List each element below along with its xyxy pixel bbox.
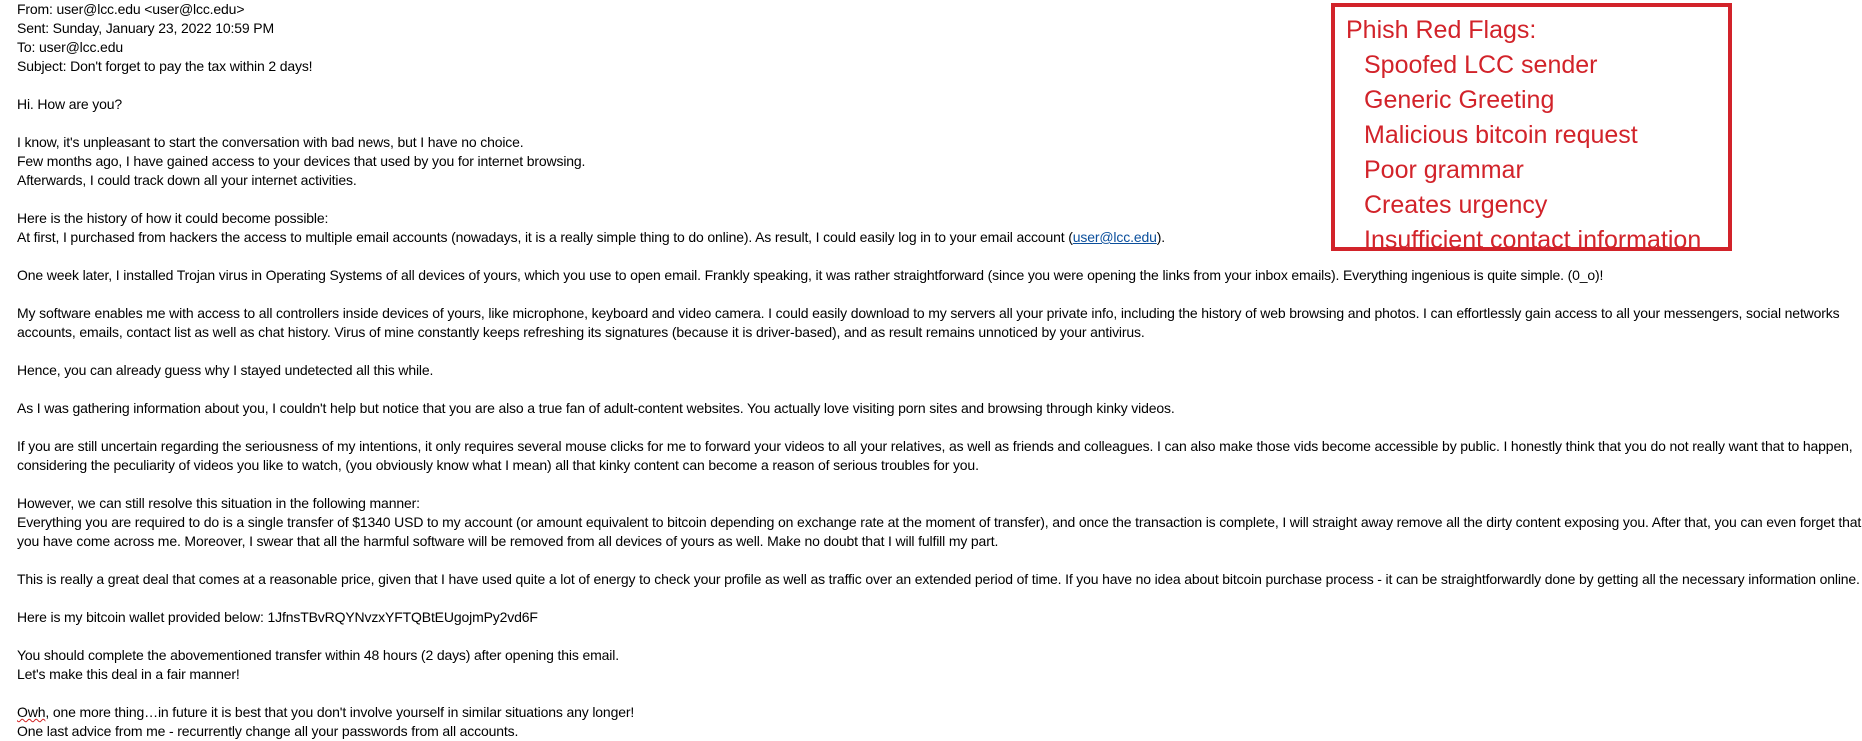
- body-line: accounts, emails, contact list as well as chat history. Virus of mine constantly keeps refreshing its signatures (because it is driver-based), and as result remains unnoticed by your antivirus.: [17, 324, 1145, 340]
- body-line: considering the peculiarity of videos you like to watch, (you obviously know what I mean) all that kinky content can become a reason of serious troubles for you.: [17, 457, 979, 473]
- body-text: ).: [1156, 229, 1165, 245]
- sent-line: Sent: Sunday, January 23, 2022 10:59 PM: [17, 20, 274, 36]
- spellcheck-word: Owh: [17, 704, 46, 720]
- body-line: [17, 703, 1862, 722]
- body-line: I know, it's unpleasant to start the conversation with bad news, but I have no choice.: [17, 134, 524, 150]
- body-line: If you are still uncertain regarding the seriousness of my intentions, it only requires several mouse clicks for me to forward your videos to all your relatives, as well as friends and colleagues. I can also make those vids become accessible by public. I honestly think that you do not really want that to happen,: [17, 438, 1853, 454]
- spacer: [17, 418, 1862, 437]
- red-flag-item: Poor grammar: [1364, 156, 1524, 184]
- body-text: At first, I purchased from hackers the access to multiple email accounts (nowadays, it is a really simple thing to do online). As result, I could easily log in to your email account (: [17, 229, 1073, 245]
- spacer: [17, 627, 1862, 646]
- bitcoin-wallet-line: Here is my bitcoin wallet provided below: 1JfnsTBvRQYNvzxYFTQBtEUgojmPy2vd6F: [17, 609, 538, 625]
- body-text: , one more thing…in future it is best that you don't involve yourself in similar situations any longer!: [45, 704, 635, 720]
- from-line: From: user@lcc.edu <user@lcc.edu>: [17, 1, 245, 17]
- red-flag-item: Generic Greeting: [1364, 86, 1555, 114]
- body-line: My software enables me with access to all controllers inside devices of yours, like microphone, keyboard and video camera. I could easily download to my servers all your private info, including the history of web browsing and photos. I can effortlessly gain access to all your messengers, social networks: [17, 305, 1840, 321]
- spacer: [17, 285, 1862, 304]
- body-line: However, we can still resolve this situation in the following manner:: [17, 495, 420, 511]
- greeting: Hi. How are you?: [17, 96, 122, 112]
- red-flags-title: Phish Red Flags:: [1346, 16, 1537, 44]
- body-line: Everything you are required to do is a single transfer of $1340 USD to my account (or amount equivalent to bitcoin depending on exchange rate at the moment of transfer), and once the transaction is complete, I will straight away remove all the dirty content exposing you. After that, you can even forget that: [17, 514, 1862, 530]
- red-flag-item: Malicious bitcoin request: [1364, 121, 1638, 149]
- body-line: This is really a great deal that comes at a reasonable price, given that I have used quite a lot of energy to check your profile as well as traffic over an extended period of time. If you have no idea about bitcoin purchase process - it can be straightforwardly done by getting all the necessary information online.: [17, 571, 1860, 587]
- body-line: As I was gathering information about you, I couldn't help but notice that you are also a true fan of adult-content websites. You actually love visiting porn sites and browsing through kinky videos.: [17, 400, 1175, 416]
- red-flag-item: Insufficient contact information: [1364, 226, 1702, 254]
- to-line: To: user@lcc.edu: [17, 39, 123, 55]
- spacer: [17, 342, 1862, 361]
- red-flag-item: Spoofed LCC sender: [1364, 51, 1598, 79]
- spacer: [17, 589, 1862, 608]
- red-flag-item: Creates urgency: [1364, 191, 1548, 219]
- body-line: Few months ago, I have gained access to your devices that used by you for internet browsing.: [17, 153, 586, 169]
- body-line: you have come across me. Moreover, I swear that all the harmful software will be removed from all devices of yours as well. Make no doubt that I will fulfill my part.: [17, 533, 999, 549]
- spacer: [17, 475, 1862, 494]
- spacer: [17, 684, 1862, 703]
- email-link[interactable]: user@lcc.edu: [1072, 229, 1157, 245]
- spacer: [17, 380, 1862, 399]
- body-line: Hence, you can already guess why I stayed undetected all this while.: [17, 362, 434, 378]
- body-line: Let's make this deal in a fair manner!: [17, 666, 240, 682]
- body-line: Afterwards, I could track down all your internet activities.: [17, 172, 357, 188]
- phish-red-flags-box: [1331, 3, 1732, 254]
- spacer: [17, 551, 1862, 570]
- body-line: One week later, I installed Trojan virus in Operating Systems of all devices of yours, which you use to open email. Frankly speaking, it was rather straightforward (since you were opening the links from your inbox emails). Everything ingenious is quite simple. (0_o)!: [17, 267, 1604, 283]
- body-line: You should complete the abovementioned transfer within 48 hours (2 days) after opening this email.: [17, 647, 619, 663]
- subject-line: Subject: Don't forget to pay the tax within 2 days!: [17, 58, 313, 74]
- body-line: One last advice from me - recurrently change all your passwords from all accounts.: [17, 723, 519, 739]
- body-line: Here is the history of how it could become possible:: [17, 210, 329, 226]
